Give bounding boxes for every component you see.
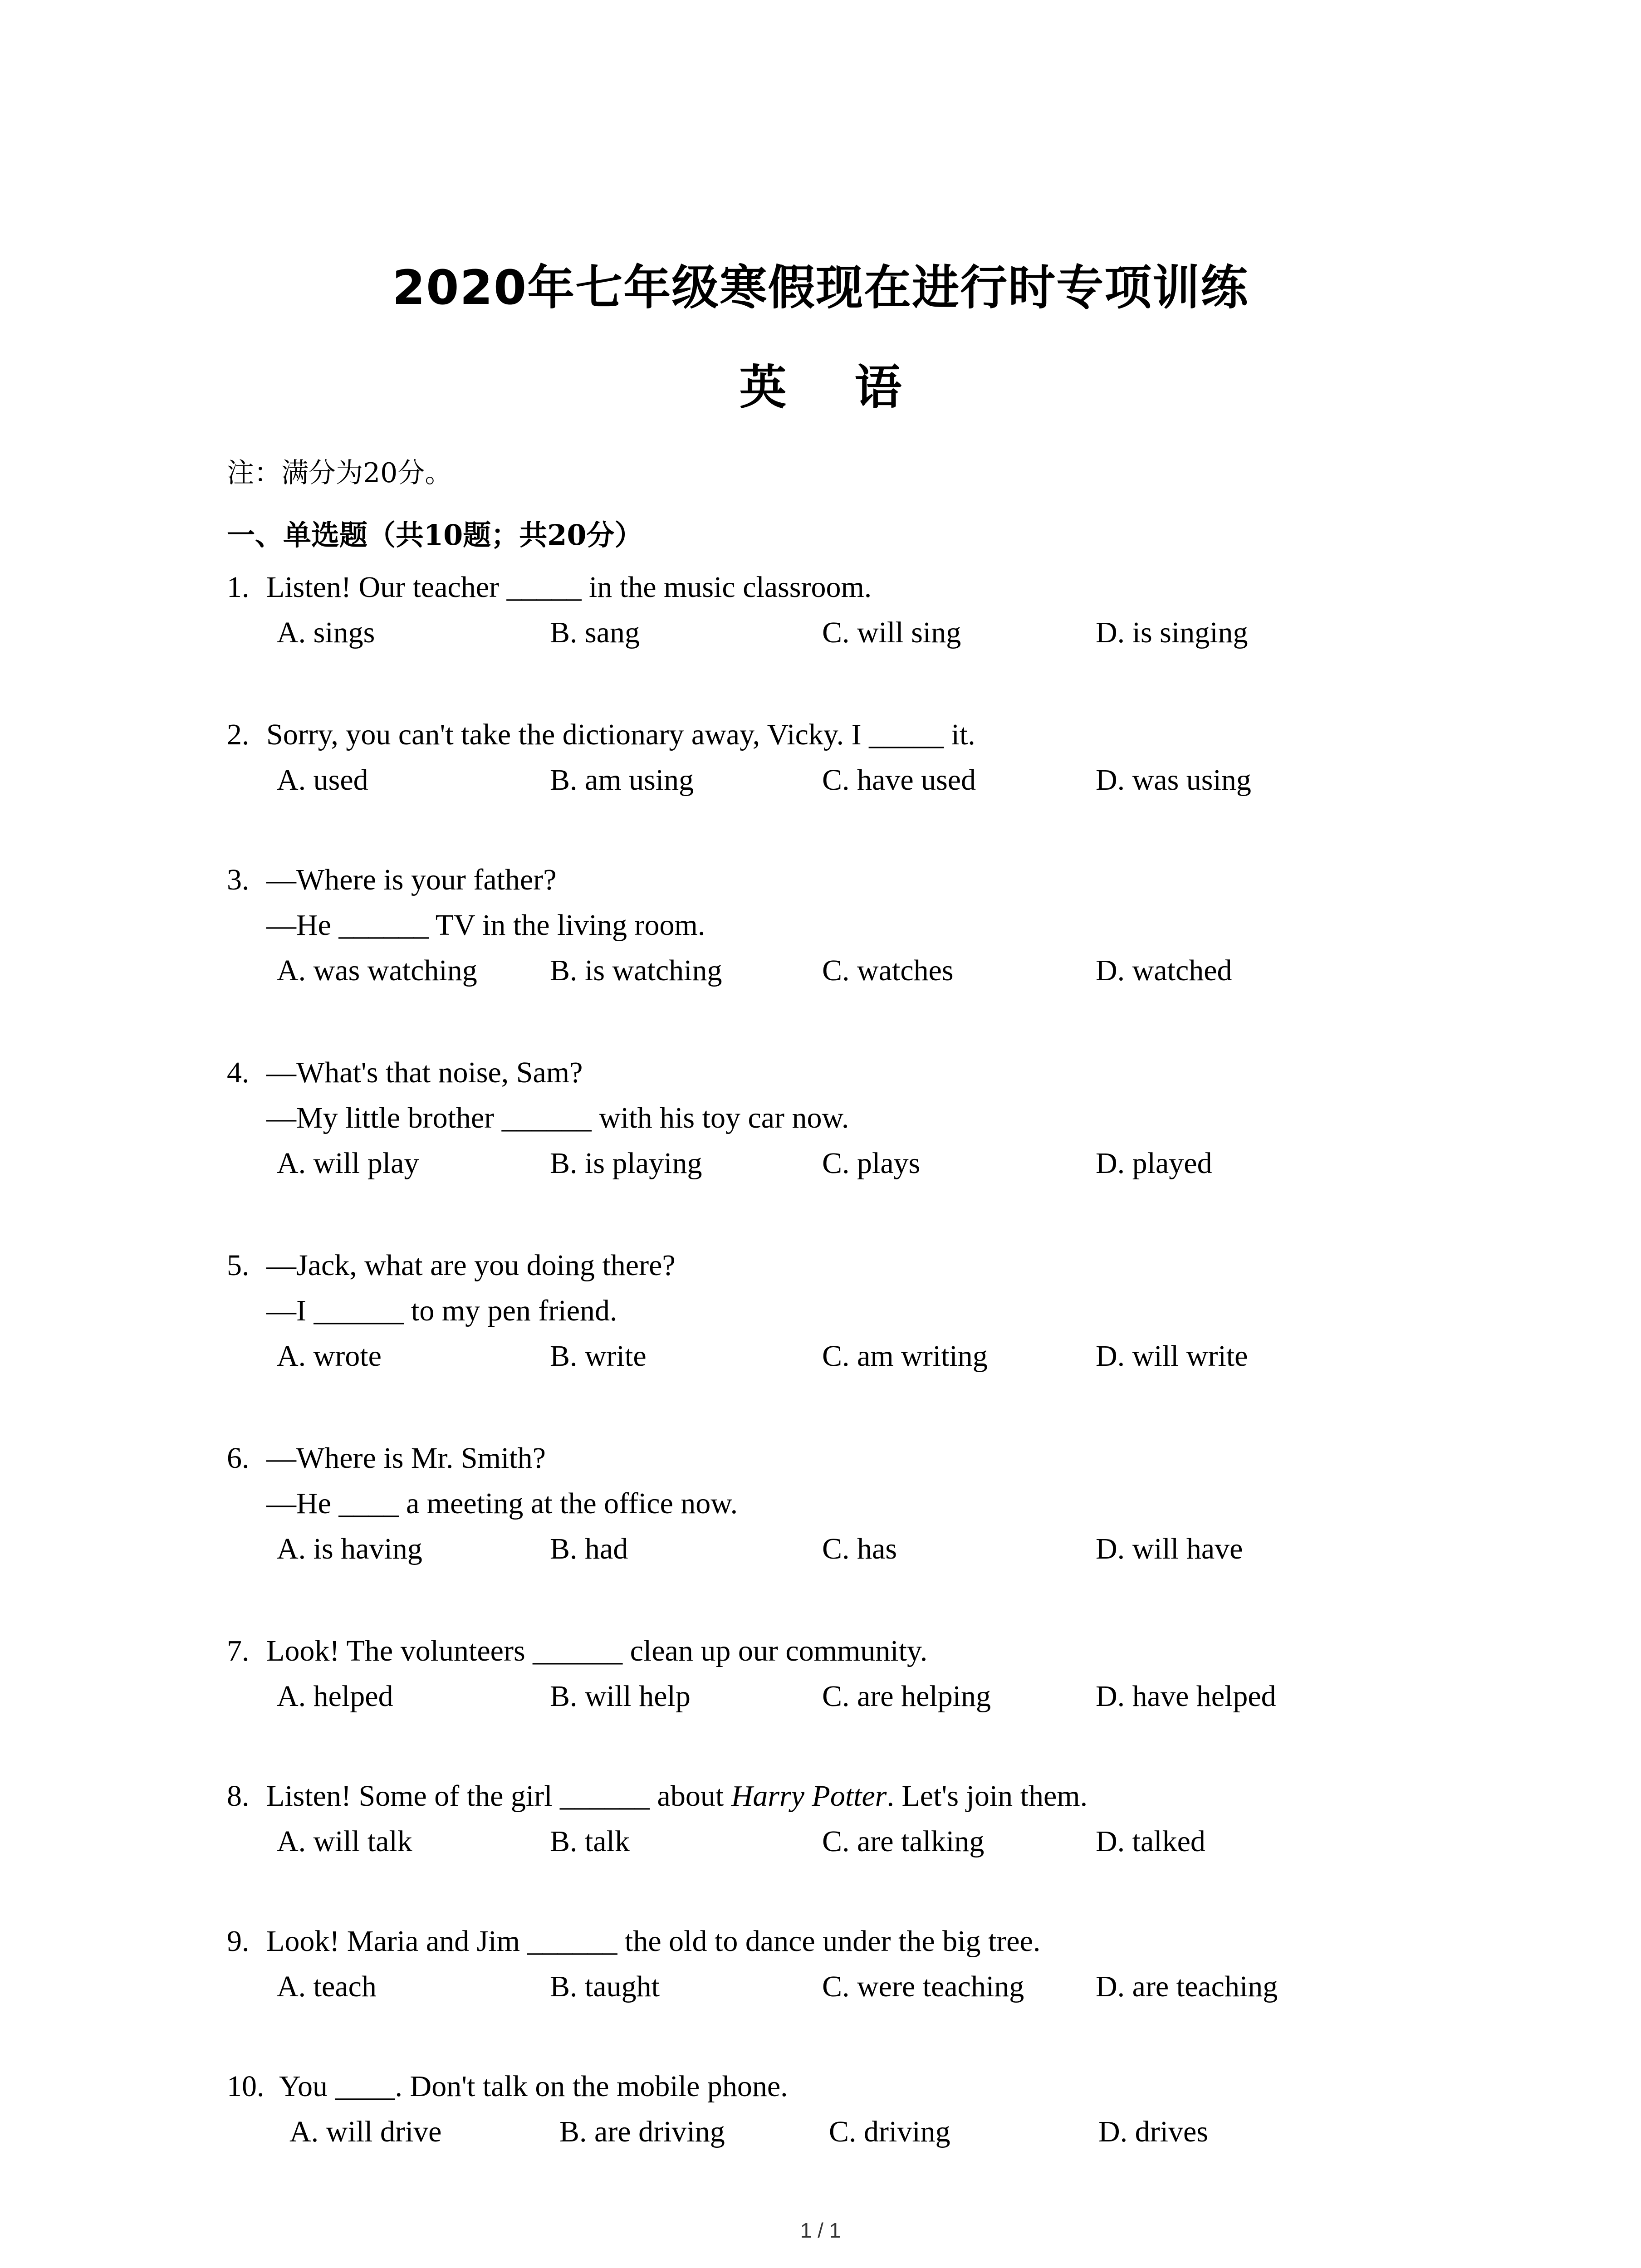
- options-row: [227, 1674, 1588, 1719]
- question-2: [227, 712, 1588, 803]
- option-c: C. plays: [822, 1147, 921, 1180]
- options-row: [227, 1141, 1588, 1186]
- options-row: [227, 948, 1588, 993]
- subject-title: [0, 349, 1641, 417]
- question-number: 4.: [227, 1056, 250, 1089]
- option-b: B. am using: [550, 763, 694, 797]
- question-10: [227, 2064, 1588, 2155]
- stem-part-1: Listen! Some of the girl ______ about: [266, 1779, 731, 1813]
- option-a: A. will drive: [289, 2115, 442, 2148]
- options-row: [227, 758, 1588, 803]
- option-a: A. teach: [277, 1970, 377, 2003]
- option-c: C. are helping: [822, 1680, 991, 1713]
- option-b: B. talk: [550, 1825, 630, 1858]
- stem-part-3: . Let's join them.: [887, 1779, 1088, 1813]
- question-stem-line-2: —I ______ to my pen friend.: [266, 1294, 617, 1327]
- question-9: [227, 1919, 1588, 2009]
- question-number: 3.: [227, 863, 250, 896]
- question-5: [227, 1243, 1588, 1379]
- option-d: D. was using: [1096, 763, 1251, 797]
- subject-char-1: 英: [739, 360, 787, 415]
- option-d: D. is singing: [1096, 616, 1248, 649]
- question-number: 6.: [227, 1442, 250, 1475]
- option-c: C. were teaching: [822, 1970, 1024, 2003]
- question-stem: Look! The volunteers ______ clean up our community.: [266, 1634, 928, 1667]
- question-stem: —Where is your father?: [266, 863, 557, 896]
- option-a: A. helped: [277, 1680, 393, 1713]
- option-c: C. are talking: [822, 1825, 985, 1858]
- option-c: C. driving: [829, 2115, 950, 2148]
- question-stem: —Jack, what are you doing there?: [266, 1249, 676, 1282]
- options-row: [227, 1964, 1588, 2009]
- option-a: A. is having: [277, 1532, 422, 1565]
- document-title: 2020年七年级寒假现在进行时专项训练: [392, 260, 1249, 315]
- question-number: 1.: [227, 571, 250, 604]
- options-row: [227, 1819, 1588, 1864]
- option-d: D. have helped: [1096, 1680, 1276, 1713]
- option-d: D. will have: [1096, 1532, 1243, 1565]
- option-b: B. are driving: [559, 2115, 725, 2148]
- option-a: A. used: [277, 763, 368, 797]
- question-stem-line-2: —My little brother ______ with his toy car now.: [266, 1101, 849, 1134]
- subject-char-2: 语: [854, 360, 902, 415]
- option-c: C. have used: [822, 763, 976, 797]
- option-d: D. played: [1096, 1147, 1212, 1180]
- option-b: B. write: [550, 1339, 647, 1373]
- option-d: D. are teaching: [1096, 1970, 1278, 2003]
- option-b: B. had: [550, 1532, 628, 1565]
- question-stem: —Where is Mr. Smith?: [266, 1442, 546, 1475]
- question-number: 8.: [227, 1779, 250, 1813]
- options-row: [227, 610, 1588, 655]
- question-stem: —What's that noise, Sam?: [266, 1056, 583, 1089]
- option-b: B. taught: [550, 1970, 660, 2003]
- question-stem: Look! Maria and Jim ______ the old to dance under the big tree.: [266, 1925, 1041, 1958]
- option-c: C. will sing: [822, 616, 961, 649]
- question-stem-line-2: —He ______ TV in the living room.: [266, 909, 705, 942]
- option-d: D. will write: [1096, 1339, 1248, 1373]
- question-6: [227, 1436, 1588, 1572]
- option-c: C. has: [822, 1532, 897, 1565]
- option-d: D. watched: [1096, 954, 1232, 987]
- option-a: A. will play: [277, 1147, 419, 1180]
- score-note: 注：满分为20分。: [227, 457, 452, 489]
- question-number: 9.: [227, 1925, 250, 1958]
- options-row: [227, 1526, 1588, 1572]
- option-b: B. sang: [550, 616, 640, 649]
- question-stem: [266, 1774, 1087, 1819]
- option-c: C. watches: [822, 954, 954, 987]
- option-a: A. sings: [277, 616, 375, 649]
- book-title: Harry Potter: [731, 1779, 887, 1813]
- page-number: 1 / 1: [800, 2219, 841, 2242]
- question-number: 10.: [227, 2070, 265, 2103]
- option-d: D. drives: [1098, 2115, 1208, 2148]
- question-stem: Sorry, you can't take the dictionary away, Vicky. I _____ it.: [266, 718, 975, 751]
- section-header: 一、单选题（共10题；共20分）: [227, 518, 643, 552]
- option-b: B. will help: [550, 1680, 691, 1713]
- question-number: 2.: [227, 718, 250, 751]
- option-d: D. talked: [1096, 1825, 1205, 1858]
- question-1: [227, 565, 1588, 655]
- question-stem-line-2: —He ____ a meeting at the office now.: [266, 1487, 738, 1520]
- option-a: A. will talk: [277, 1825, 412, 1858]
- question-number: 7.: [227, 1634, 250, 1667]
- question-4: [227, 1050, 1588, 1186]
- option-b: B. is playing: [550, 1147, 702, 1180]
- options-row: [227, 2109, 1588, 2155]
- options-row: [227, 1334, 1588, 1379]
- question-8: [227, 1774, 1588, 1864]
- question-number: 5.: [227, 1249, 250, 1282]
- question-7: [227, 1628, 1588, 1719]
- question-3: [227, 857, 1588, 993]
- option-b: B. is watching: [550, 954, 722, 987]
- option-a: A. was watching: [277, 954, 477, 987]
- question-stem: Listen! Our teacher _____ in the music classroom.: [266, 571, 872, 604]
- question-stem: You ____. Don't talk on the mobile phone.: [279, 2070, 788, 2103]
- option-c: C. am writing: [822, 1339, 988, 1373]
- option-a: A. wrote: [277, 1339, 382, 1373]
